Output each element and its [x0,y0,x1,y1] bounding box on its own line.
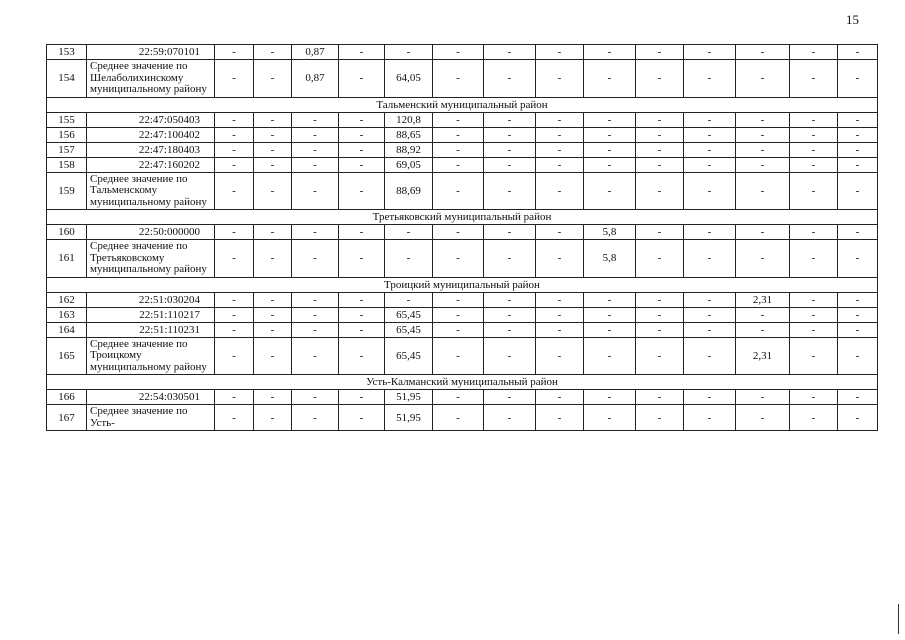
value-cell: - [790,172,838,210]
value-cell: - [736,127,790,142]
value-cell: - [736,390,790,405]
value-cell: - [790,45,838,60]
value-cell: - [484,307,536,322]
table-row [47,390,878,405]
table-row [47,322,878,337]
value-cell: - [339,60,385,98]
value-cell: - [339,322,385,337]
value-cell: - [339,112,385,127]
cadastral-code: 22:47:180403 [87,142,215,157]
value-cell: - [736,157,790,172]
table-row [47,337,878,375]
value-cell: - [254,307,292,322]
row-number: 160 [47,225,87,240]
value-cell: 5,8 [584,240,636,278]
value-cell: - [838,322,878,337]
value-cell: - [339,127,385,142]
value-cell: - [684,225,736,240]
value-cell: - [684,45,736,60]
value-cell: - [790,322,838,337]
value-cell: - [536,337,584,375]
value-cell: - [838,112,878,127]
table-row [47,405,878,431]
value-cell: - [736,45,790,60]
value-cell: - [636,225,684,240]
value-cell: - [636,292,684,307]
value-cell: - [636,405,684,431]
value-cell: - [684,292,736,307]
value-cell: - [790,142,838,157]
cadastral-code: 22:51:030204 [87,292,215,307]
value-cell: - [433,405,484,431]
value-cell: - [636,322,684,337]
value-cell: - [292,405,339,431]
value-cell: - [790,112,838,127]
value-cell: - [584,292,636,307]
value-cell: - [484,60,536,98]
value-cell: - [536,112,584,127]
value-cell: - [684,127,736,142]
row-description: Среднее значение по Третьяковскому муниципальному району [87,240,215,278]
value-cell: - [790,405,838,431]
value-cell: - [838,405,878,431]
value-cell: - [790,337,838,375]
value-cell: - [254,292,292,307]
value-cell: - [790,60,838,98]
value-cell: - [292,172,339,210]
data-table [46,44,878,431]
table-row [47,45,878,60]
value-cell: - [838,157,878,172]
value-cell: - [292,225,339,240]
value-cell: - [536,225,584,240]
value-cell: - [536,60,584,98]
value-cell: - [736,60,790,98]
row-number: 164 [47,322,87,337]
value-cell: - [339,292,385,307]
district-header-row [47,277,878,292]
value-cell: - [838,307,878,322]
value-cell: - [636,390,684,405]
value-cell: - [339,405,385,431]
cadastral-code: 22:59:070101 [87,45,215,60]
value-cell: - [584,127,636,142]
value-cell: 65,45 [385,307,433,322]
value-cell: - [838,172,878,210]
value-cell: - [636,307,684,322]
table-row [47,225,878,240]
cadastral-code: 22:54:030501 [87,390,215,405]
table-row [47,127,878,142]
value-cell: - [484,142,536,157]
value-cell: - [736,112,790,127]
value-cell: - [433,127,484,142]
value-cell: - [584,337,636,375]
value-cell: 65,45 [385,322,433,337]
district-header-row [47,375,878,390]
value-cell: - [736,240,790,278]
value-cell: 5,8 [584,225,636,240]
value-cell: - [636,112,684,127]
value-cell: - [484,405,536,431]
table-row [47,112,878,127]
row-description: Среднее значение по Троицкому муниципальному району [87,337,215,375]
value-cell: - [790,390,838,405]
value-cell: - [636,45,684,60]
value-cell: - [536,45,584,60]
value-cell: - [215,157,254,172]
cadastral-code: 22:50:000000 [87,225,215,240]
value-cell: - [385,292,433,307]
value-cell: - [292,112,339,127]
value-cell: - [484,45,536,60]
district-header-row [47,97,878,112]
value-cell: - [339,307,385,322]
value-cell: 88,92 [385,142,433,157]
value-cell: - [292,307,339,322]
row-number: 167 [47,405,87,431]
value-cell: 120,8 [385,112,433,127]
value-cell: 0,87 [292,60,339,98]
value-cell: - [215,322,254,337]
row-number: 159 [47,172,87,210]
value-cell: - [433,172,484,210]
value-cell: - [433,225,484,240]
district-header: Усть-Калманский муниципальный район [47,375,878,390]
value-cell: - [484,337,536,375]
district-header: Тальменский муниципальный район [47,97,878,112]
value-cell: - [684,307,736,322]
value-cell: - [215,127,254,142]
value-cell: - [339,240,385,278]
value-cell: - [584,142,636,157]
value-cell: - [736,172,790,210]
value-cell: - [339,225,385,240]
value-cell: - [838,45,878,60]
value-cell: - [433,322,484,337]
value-cell: - [254,142,292,157]
value-cell: - [838,390,878,405]
table-row [47,307,878,322]
value-cell: - [536,405,584,431]
value-cell: - [536,157,584,172]
district-header: Третьяковский муниципальный район [47,210,878,225]
row-number: 154 [47,60,87,98]
value-cell: - [484,292,536,307]
value-cell: - [292,390,339,405]
value-cell: - [484,172,536,210]
value-cell: 51,95 [385,405,433,431]
value-cell: - [215,337,254,375]
value-cell: - [215,142,254,157]
value-cell: - [584,390,636,405]
value-cell: - [790,307,838,322]
value-cell: - [292,292,339,307]
value-cell: - [433,60,484,98]
value-cell: - [254,405,292,431]
value-cell: - [790,225,838,240]
value-cell: - [433,45,484,60]
value-cell: - [584,405,636,431]
row-number: 166 [47,390,87,405]
value-cell: - [684,112,736,127]
value-cell: - [339,142,385,157]
value-cell: - [736,405,790,431]
table-row [47,240,878,278]
value-cell: - [254,172,292,210]
value-cell: 64,05 [385,60,433,98]
scan-edge-mark [898,604,899,634]
value-cell: - [684,142,736,157]
value-cell: - [536,322,584,337]
value-cell: - [484,225,536,240]
value-cell: - [636,240,684,278]
value-cell: - [584,112,636,127]
value-cell: - [838,127,878,142]
value-cell: - [484,157,536,172]
value-cell: - [433,292,484,307]
value-cell: 88,65 [385,127,433,142]
value-cell: - [215,225,254,240]
value-cell: - [684,337,736,375]
value-cell: - [536,172,584,210]
row-number: 156 [47,127,87,142]
cadastral-code: 22:47:050403 [87,112,215,127]
district-header: Троицкий муниципальный район [47,277,878,292]
row-number: 155 [47,112,87,127]
district-header-row [47,210,878,225]
value-cell: - [736,142,790,157]
value-cell: 65,45 [385,337,433,375]
value-cell: - [684,157,736,172]
value-cell: - [584,157,636,172]
value-cell: - [292,240,339,278]
value-cell: 69,05 [385,157,433,172]
value-cell: - [684,240,736,278]
row-description: Среднее значение по Усть- [87,405,215,431]
value-cell: - [292,337,339,375]
table-row [47,292,878,307]
value-cell: - [254,127,292,142]
value-cell: - [584,60,636,98]
value-cell: - [536,390,584,405]
value-cell: - [339,45,385,60]
value-cell: - [433,337,484,375]
value-cell: - [636,337,684,375]
value-cell: - [215,45,254,60]
row-number: 158 [47,157,87,172]
value-cell: - [536,127,584,142]
value-cell: 2,31 [736,292,790,307]
value-cell: 88,69 [385,172,433,210]
value-cell: - [636,157,684,172]
value-cell: - [215,112,254,127]
cadastral-code: 22:47:100402 [87,127,215,142]
value-cell: - [433,240,484,278]
value-cell: - [215,172,254,210]
value-cell: - [339,337,385,375]
value-cell: - [292,127,339,142]
row-number: 153 [47,45,87,60]
value-cell: - [215,405,254,431]
value-cell: - [838,60,878,98]
value-cell: - [790,240,838,278]
value-cell: - [254,390,292,405]
value-cell: - [736,225,790,240]
value-cell: 51,95 [385,390,433,405]
value-cell: - [536,240,584,278]
value-cell: - [584,172,636,210]
value-cell: - [254,225,292,240]
value-cell: - [838,337,878,375]
value-cell: - [584,45,636,60]
row-number: 163 [47,307,87,322]
value-cell: - [790,157,838,172]
value-cell: - [484,127,536,142]
value-cell: - [684,390,736,405]
row-number: 162 [47,292,87,307]
value-cell: - [838,292,878,307]
cadastral-code: 22:51:110217 [87,307,215,322]
value-cell: - [433,390,484,405]
value-cell: - [433,112,484,127]
row-number: 161 [47,240,87,278]
value-cell: - [339,172,385,210]
value-cell: - [484,322,536,337]
value-cell: - [790,127,838,142]
value-cell: - [584,322,636,337]
value-cell: - [254,60,292,98]
cadastral-code: 22:51:110231 [87,322,215,337]
value-cell: - [636,127,684,142]
value-cell: - [385,225,433,240]
value-cell: - [292,142,339,157]
value-cell: - [684,60,736,98]
value-cell: - [254,45,292,60]
table-row [47,60,878,98]
table-row [47,172,878,210]
row-description: Среднее значение по Шелаболихинскому муниципальному району [87,60,215,98]
value-cell: - [536,307,584,322]
value-cell: - [790,292,838,307]
value-cell: - [215,240,254,278]
value-cell: - [433,307,484,322]
value-cell: - [215,292,254,307]
value-cell: - [536,142,584,157]
table-row [47,157,878,172]
value-cell: - [254,157,292,172]
value-cell: 2,31 [736,337,790,375]
row-number: 165 [47,337,87,375]
value-cell: - [433,142,484,157]
value-cell: - [254,112,292,127]
value-cell: - [292,322,339,337]
value-cell: - [584,307,636,322]
value-cell: - [215,307,254,322]
cadastral-code: 22:47:160202 [87,157,215,172]
value-cell: - [254,240,292,278]
value-cell: - [684,172,736,210]
value-cell: - [838,225,878,240]
page-number: 15 [846,12,859,27]
value-cell: - [292,157,339,172]
value-cell: - [339,390,385,405]
value-cell: - [385,240,433,278]
value-cell: - [636,142,684,157]
value-cell: - [254,322,292,337]
value-cell: - [254,337,292,375]
value-cell: - [838,142,878,157]
value-cell: - [484,240,536,278]
row-description: Среднее значение по Тальменскому муниципальному району [87,172,215,210]
value-cell: - [215,60,254,98]
value-cell: - [684,405,736,431]
value-cell: - [736,322,790,337]
table-row [47,142,878,157]
value-cell: - [684,322,736,337]
value-cell: - [536,292,584,307]
table-body [47,45,878,431]
value-cell: - [838,240,878,278]
row-number: 157 [47,142,87,157]
value-cell: - [385,45,433,60]
value-cell: - [636,172,684,210]
value-cell: - [736,307,790,322]
value-cell: 0,87 [292,45,339,60]
value-cell: - [484,112,536,127]
value-cell: - [339,157,385,172]
value-cell: - [433,157,484,172]
value-cell: - [636,60,684,98]
value-cell: - [215,390,254,405]
value-cell: - [484,390,536,405]
